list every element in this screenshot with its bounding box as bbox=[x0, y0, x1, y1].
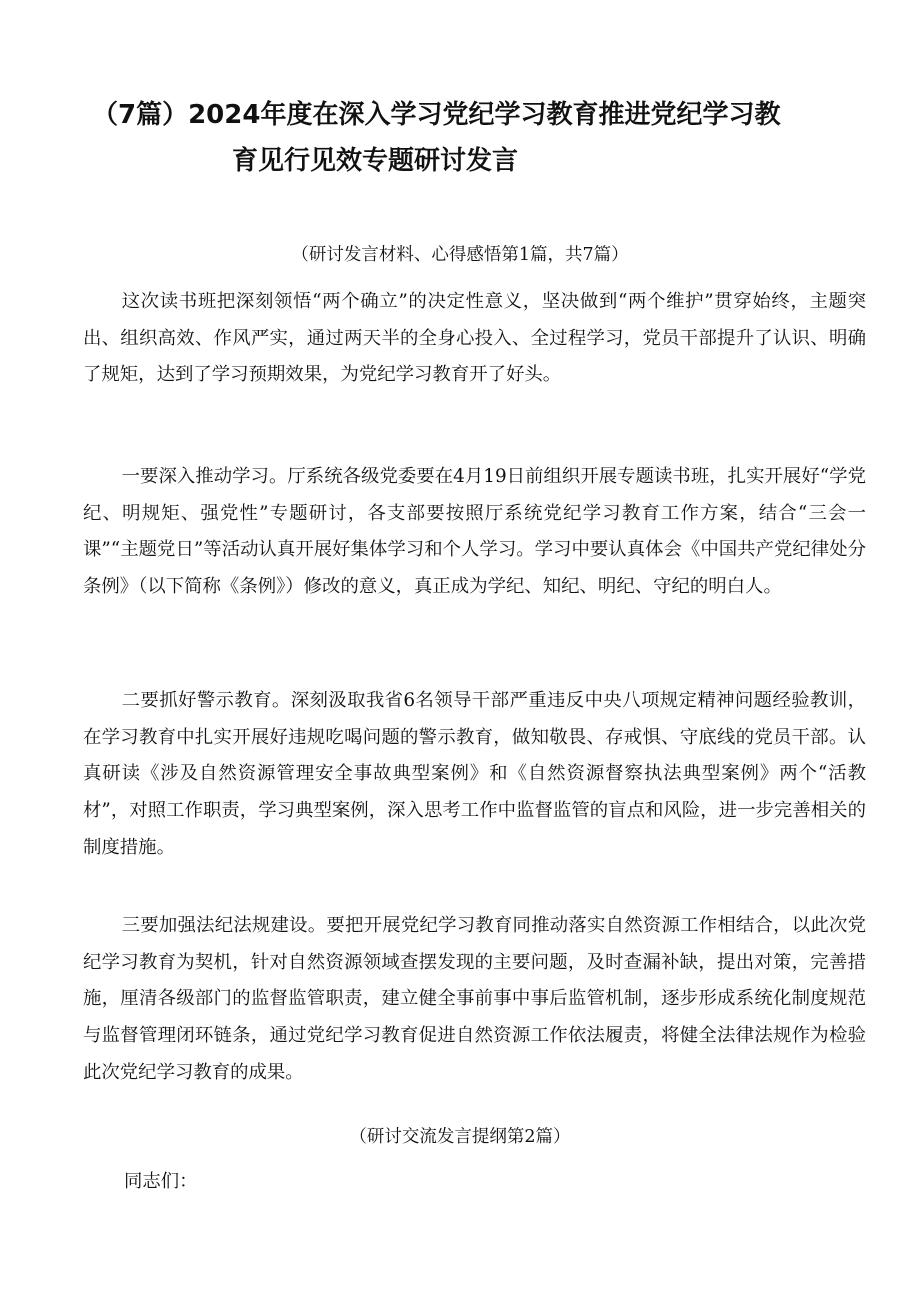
paragraph-point-3: 三要加强法纪法规建设。要把开展党纪学习教育同推动落实自然资源工作相结合，以此次党纪学习教育为契机，针对自然资源领域查摆发现的主要问题，及时查漏补缺，提出对策，完善措施，厘清各级部门的监督监管职责，建立健全事前事中事后监管机制，逐步形成系统化制度规范与监督管理闭环链条，通过党纪学习教育促进自然资源工作依法履责，将健全法律法规作为检验此次党纪学习教育的成果。 bbox=[83, 915, 866, 1083]
document-title bbox=[92, 92, 872, 184]
paragraph-intro: 这次读书班把深刻领悟“两个确立”的决定性意义，坚决做到“两个维护”贯穿始终，主题突出、组织高效、作风严实，通过两天半的全身心投入、全过程学习，党员干部提升了认识、明确了规矩，达到了学习预期效果，为党纪学习教育开了好头。 bbox=[83, 291, 866, 386]
greeting: 同志们： bbox=[124, 1171, 198, 1192]
title-line-1: （7篇）2024年度在深入学习党纪学习教育推进党纪学习教 bbox=[92, 100, 781, 130]
section-2-heading: （研讨交流发言提纲第2篇） bbox=[349, 1127, 571, 1147]
paragraph-point-1: 一要深入推动学习。厅系统各级党委要在4月19日前组织开展专题读书班，扎实开展好“学党纪、明规矩、强党性”专题研讨，各支部要按照厅系统党纪学习教育工作方案，结合“三会一课”“主题党日”等活动认真开展好集体学习和个人学习。学习中要认真体会《中国共产党纪律处分条例》（以下简称《条例》）修改的意义，真正成为学纪、知纪、明纪、守纪的明白人。 bbox=[83, 466, 866, 598]
paragraph-point-2: 二要抓好警示教育。深刻汲取我省6名领导干部严重违反中央八项规定精神问题经验教训，在学习教育中扎实开展好违规吃喝问题的警示教育，做知敬畏、存戒惧、守底线的党员干部。认真研读《涉及自然资源管理安全事故典型案例》和《自然资源督察执法典型案例》两个“活教材”，对照工作职责，学习典型案例，深入思考工作中监督监管的盲点和风险，进一步完善相关的制度措施。 bbox=[83, 690, 866, 858]
section-1-heading: （研讨发言材料、心得感悟第1篇，共7篇） bbox=[291, 245, 629, 265]
title-line-2: 育见行见效专题研讨发言 bbox=[232, 146, 519, 176]
